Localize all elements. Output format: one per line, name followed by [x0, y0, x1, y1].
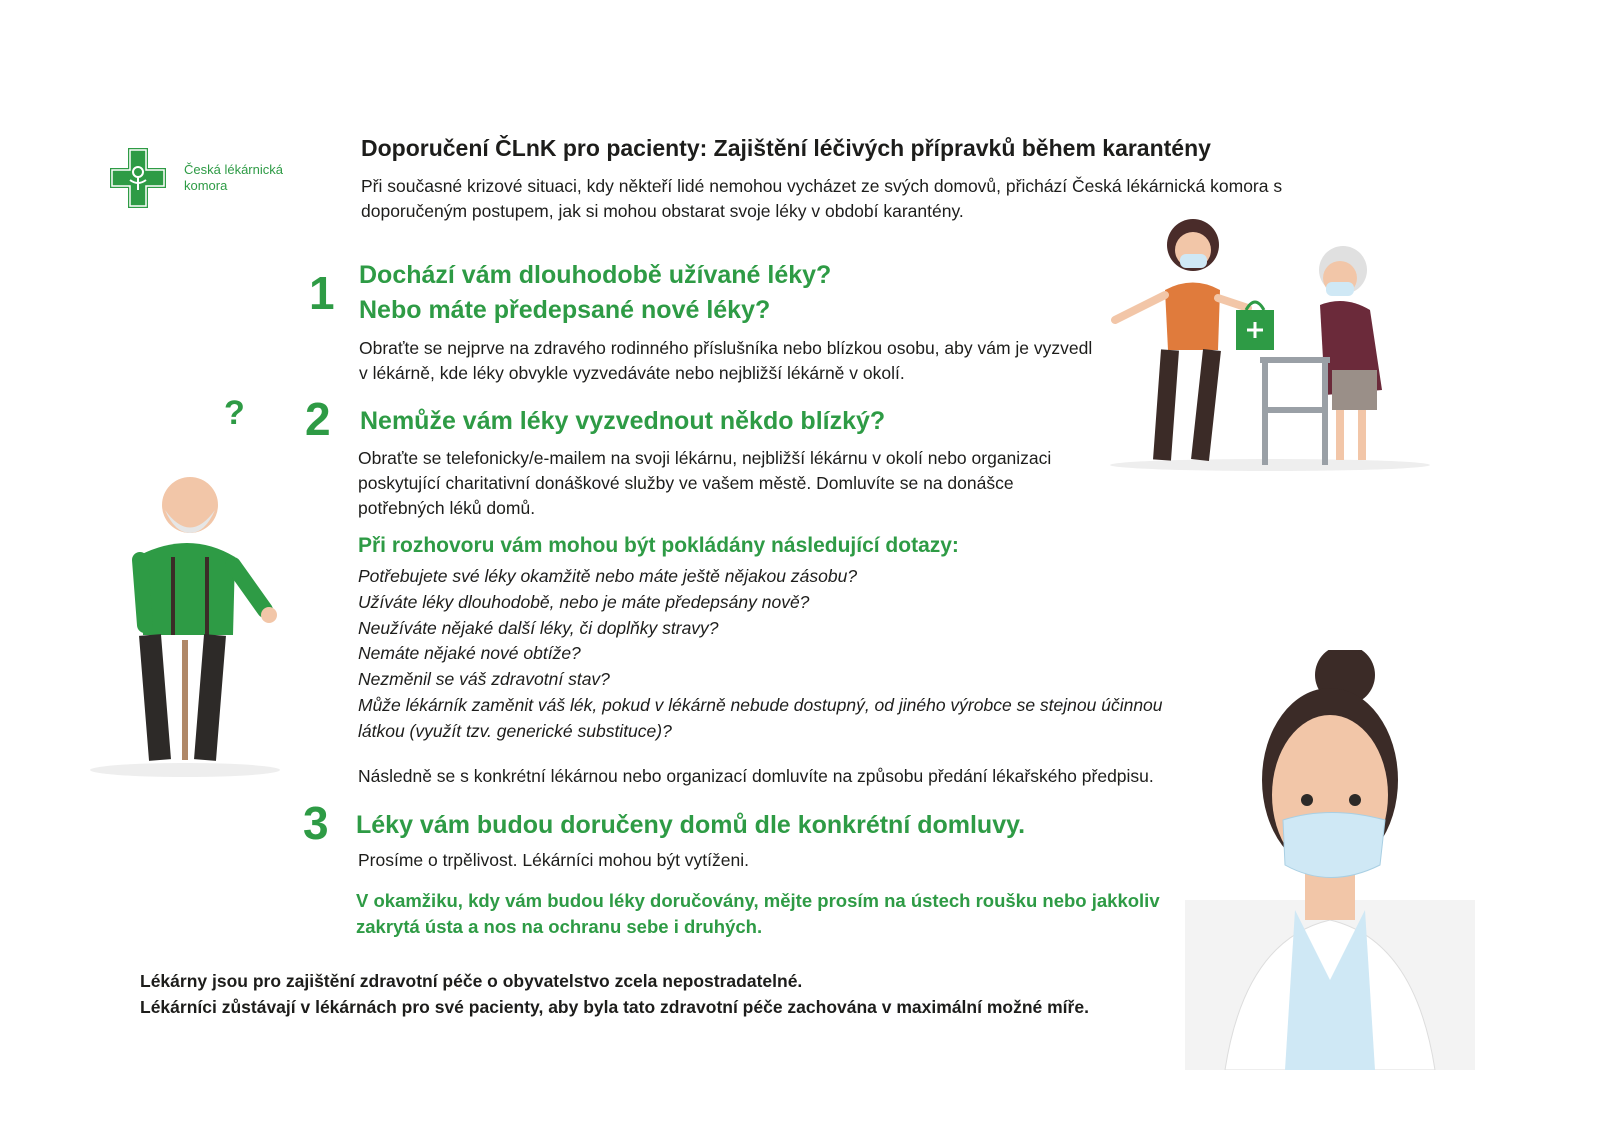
- page-title: Doporučení ČLnK pro pacienty: Zajištění léčivých přípravků během karantény: [361, 135, 1211, 161]
- step-3-number: 3: [303, 797, 329, 849]
- step-1-heading-line1: Dochází vám dlouhodobě užívané léky?: [359, 261, 832, 289]
- questions-list: [358, 564, 1198, 745]
- logo-line1: Česká lékárnická: [184, 162, 283, 177]
- step-1-text: Obraťte se nejprve na zdravého rodinného příslušníka nebo blízkou osobu, aby vám je vyzvedl v lékárně, kde léky obvykle vyzvedáváte nebo nejbližší lékárně v okolí.: [359, 338, 1093, 383]
- mask-note: V okamžiku, kdy vám budou léky doručovány, mějte prosím na ústech roušku nebo jakkoliv zakrytá ústa a nos na ochranu sebe i druhých.: [356, 890, 1160, 937]
- step-3-heading: Léky vám budou doručeny domů dle konkrétní domluvy.: [356, 811, 1026, 839]
- step-2-number: 2: [305, 393, 331, 445]
- after-questions-text: Následně se s konkrétní lékárnou nebo organizací domluvíte na způsobu předání lékařského předpisu.: [358, 766, 1154, 786]
- question-mark: ?: [224, 394, 245, 432]
- pharmacist-illustration: [1185, 650, 1475, 1070]
- step-1-heading-line2: Nebo máte předepsané nové léky?: [359, 296, 771, 324]
- step-1-number: 1: [309, 267, 335, 319]
- logo-line2: komora: [184, 178, 228, 193]
- clnk-logo: [108, 146, 338, 210]
- list-item: Neužíváte nějaké další léky, či doplňky stravy?: [358, 617, 719, 638]
- list-item: Nemáte nějaké nové obtíže?: [358, 643, 581, 664]
- list-item: Užíváte léky dlouhodobě, nebo je máte předepsány nově?: [358, 591, 810, 612]
- list-item: Nezměnil se váš zdravotní stav?: [358, 669, 610, 690]
- intro-text: Při současné krizové situaci, kdy někteří lidé nemohou vycházet ze svých domovů, přichází Česká lékárnická komora s doporučeným postupem, jak si mohou obstarat svoje léky v období karantény.: [361, 176, 1283, 221]
- questions-heading: Při rozhovoru vám mohou být pokládány následující dotazy:: [358, 534, 959, 557]
- delivery-illustration: [1100, 210, 1440, 480]
- list-item: Potřebujete své léky okamžitě nebo máte ještě nějakou zásobu?: [358, 566, 858, 586]
- footer-line2: Lékárníci zůstávají v lékárnách pro své pacienty, aby byla tato zdravotní péče zachována v maximální možné míře.: [140, 997, 1089, 1017]
- step-3-text: Prosíme o trpělivost. Lékárníci mohou být vytíženi.: [358, 850, 749, 870]
- footer-line1: Lékárny jsou pro zajištění zdravotní péče o obyvatelstvo zcela nepostradatelné.: [140, 971, 803, 991]
- step-2-text: Obraťte se telefonicky/e-mailem na svoji lékárnu, nejbližší lékárnu v okolí nebo organizaci poskytující charitativní donáškové služby ve vašem městě. Domluvíte se na donášce potřebných léků domů.: [358, 448, 1052, 518]
- footer: [140, 968, 1200, 1020]
- step-2-heading: Nemůže vám léky vyzvednout někdo blízký?: [360, 407, 886, 435]
- pharmacy-cross-icon: [108, 146, 168, 210]
- elderly-man-illustration: [85, 465, 285, 785]
- list-item: Může lékárník zaměnit váš lék, pokud v lékárně nebude dostupný, od jiného výrobce se stejnou účinnou látkou (využít tzv. generické substituce)?: [358, 694, 1163, 741]
